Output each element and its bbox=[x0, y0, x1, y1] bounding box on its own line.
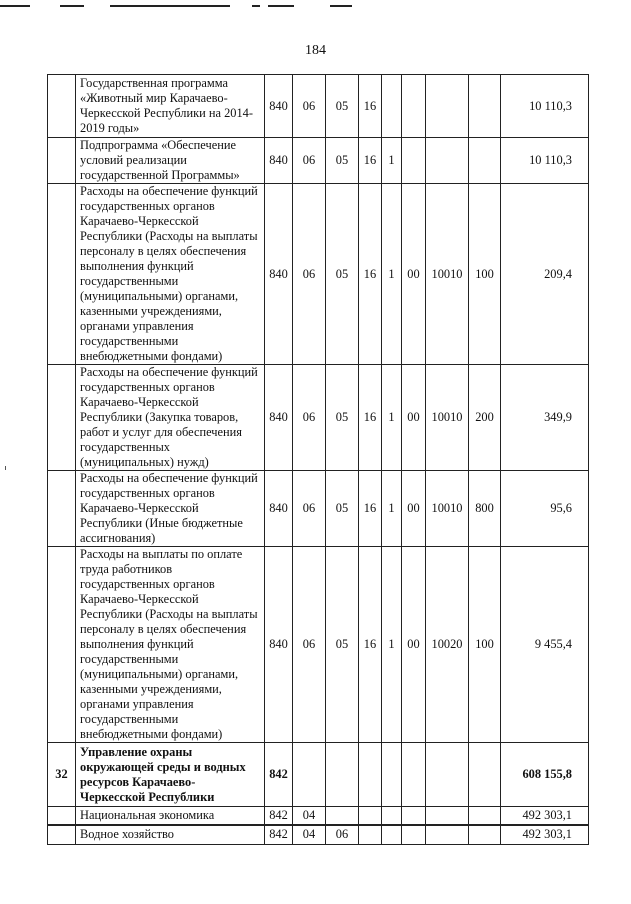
scan-edge-line bbox=[0, 5, 30, 7]
program-code: 16 bbox=[359, 75, 382, 138]
expense-type-code bbox=[469, 807, 501, 825]
expense-type-code bbox=[469, 138, 501, 184]
row-number bbox=[48, 547, 76, 743]
subsection-code bbox=[326, 807, 359, 825]
section-code: 06 bbox=[293, 547, 326, 743]
expense-type-code: 100 bbox=[469, 547, 501, 743]
amount: 349,9 bbox=[501, 365, 589, 471]
section-code: 06 bbox=[293, 471, 326, 547]
direction-code: 10020 bbox=[426, 547, 469, 743]
expense-type-code bbox=[469, 743, 501, 807]
subprogram-code: 1 bbox=[382, 138, 402, 184]
subsection-code: 05 bbox=[326, 184, 359, 365]
section-code bbox=[293, 743, 326, 807]
amount: 9 455,4 bbox=[501, 547, 589, 743]
table-row bbox=[48, 547, 589, 743]
row-name: Управление охраны окружающей среды и водных ресурсов Карачаево-Черкесской Республики bbox=[76, 743, 265, 807]
section-code: 04 bbox=[293, 825, 326, 845]
subsection-code: 05 bbox=[326, 547, 359, 743]
section-code: 06 bbox=[293, 138, 326, 184]
table-row bbox=[48, 365, 589, 471]
main-event-code: 00 bbox=[402, 471, 426, 547]
subsection-code: 05 bbox=[326, 365, 359, 471]
scan-edge-line bbox=[60, 5, 84, 7]
main-event-code: 00 bbox=[402, 365, 426, 471]
row-number bbox=[48, 138, 76, 184]
program-code: 16 bbox=[359, 184, 382, 365]
expense-type-code: 800 bbox=[469, 471, 501, 547]
program-code bbox=[359, 743, 382, 807]
table-row bbox=[48, 743, 589, 807]
section-code: 06 bbox=[293, 75, 326, 138]
grbs-code: 842 bbox=[265, 825, 293, 845]
section-code: 06 bbox=[293, 184, 326, 365]
grbs-code: 840 bbox=[265, 184, 293, 365]
direction-code: 10010 bbox=[426, 184, 469, 365]
program-code bbox=[359, 825, 382, 845]
subprogram-code bbox=[382, 825, 402, 845]
subprogram-code: 1 bbox=[382, 547, 402, 743]
direction-code bbox=[426, 138, 469, 184]
row-number bbox=[48, 75, 76, 138]
subsection-code: 05 bbox=[326, 138, 359, 184]
subprogram-code bbox=[382, 75, 402, 138]
subsection-code bbox=[326, 743, 359, 807]
row-name: Расходы на обеспечение функций государственных органов Карачаево-Черкесской Республики (Закупка товаров, работ и услуг для обеспечения государственных (муниципальных) нужд) bbox=[76, 365, 265, 471]
grbs-code: 840 bbox=[265, 365, 293, 471]
direction-code bbox=[426, 743, 469, 807]
main-event-code bbox=[402, 138, 426, 184]
amount: 95,6 bbox=[501, 471, 589, 547]
scan-edge-line bbox=[330, 5, 352, 7]
subsection-code: 06 bbox=[326, 825, 359, 845]
amount: 209,4 bbox=[501, 184, 589, 365]
scan-mark bbox=[5, 466, 6, 470]
subprogram-code: 1 bbox=[382, 471, 402, 547]
main-event-code: 00 bbox=[402, 184, 426, 365]
table-row bbox=[48, 184, 589, 365]
grbs-code: 842 bbox=[265, 743, 293, 807]
row-number: 32 bbox=[48, 743, 76, 807]
subprogram-code bbox=[382, 807, 402, 825]
table-row bbox=[48, 138, 589, 184]
program-code: 16 bbox=[359, 471, 382, 547]
subsection-code: 05 bbox=[326, 75, 359, 138]
expense-type-code: 100 bbox=[469, 184, 501, 365]
scan-edge-line bbox=[252, 5, 260, 7]
subprogram-code bbox=[382, 743, 402, 807]
direction-code bbox=[426, 807, 469, 825]
row-number bbox=[48, 471, 76, 547]
budget-table bbox=[47, 74, 589, 845]
main-event-code bbox=[402, 75, 426, 138]
program-code: 16 bbox=[359, 547, 382, 743]
main-event-code bbox=[402, 743, 426, 807]
direction-code: 10010 bbox=[426, 471, 469, 547]
subprogram-code: 1 bbox=[382, 184, 402, 365]
grbs-code: 842 bbox=[265, 807, 293, 825]
amount: 10 110,3 bbox=[501, 138, 589, 184]
program-code: 16 bbox=[359, 138, 382, 184]
main-event-code bbox=[402, 825, 426, 845]
subprogram-code: 1 bbox=[382, 365, 402, 471]
direction-code bbox=[426, 825, 469, 845]
row-number bbox=[48, 365, 76, 471]
table-row bbox=[48, 807, 589, 825]
main-event-code: 00 bbox=[402, 547, 426, 743]
table-row bbox=[48, 471, 589, 547]
subsection-code: 05 bbox=[326, 471, 359, 547]
grbs-code: 840 bbox=[265, 138, 293, 184]
amount: 492 303,1 bbox=[501, 807, 589, 825]
main-event-code bbox=[402, 807, 426, 825]
row-number bbox=[48, 825, 76, 845]
grbs-code: 840 bbox=[265, 547, 293, 743]
scan-edge-line bbox=[110, 5, 230, 7]
table-row bbox=[48, 75, 589, 138]
row-name: Национальная экономика bbox=[76, 807, 265, 825]
row-name: Водное хозяйство bbox=[76, 825, 265, 845]
amount: 492 303,1 bbox=[501, 825, 589, 845]
program-code bbox=[359, 807, 382, 825]
table-row bbox=[48, 825, 589, 845]
row-name: Расходы на обеспечение функций государственных органов Карачаево-Черкесской Республики (Иные бюджетные ассигнования) bbox=[76, 471, 265, 547]
expense-type-code: 200 bbox=[469, 365, 501, 471]
page-number: 184 bbox=[305, 43, 326, 58]
row-number bbox=[48, 184, 76, 365]
scan-edge-line bbox=[268, 5, 294, 7]
section-code: 06 bbox=[293, 365, 326, 471]
row-name: Расходы на выплаты по оплате труда работников государственных органов Карачаево-Черкесской Республики (Расходы на выплаты персоналу в целях обеспечения выполнения функций государственными (муниципальными) органами, казенными учреждениями, органами управления государственными внебюджетными фондами) bbox=[76, 547, 265, 743]
expense-type-code bbox=[469, 825, 501, 845]
direction-code bbox=[426, 75, 469, 138]
section-code: 04 bbox=[293, 807, 326, 825]
row-number bbox=[48, 807, 76, 825]
row-name: Расходы на обеспечение функций государственных органов Карачаево-Черкесской Республики (Расходы на выплаты персоналу в целях обеспечения выполнения функций государственными (муниципальными) органами, казенными учреждениями, органами управления государственными внебюджетными фондами) bbox=[76, 184, 265, 365]
direction-code: 10010 bbox=[426, 365, 469, 471]
program-code: 16 bbox=[359, 365, 382, 471]
grbs-code: 840 bbox=[265, 471, 293, 547]
expense-type-code bbox=[469, 75, 501, 138]
amount: 608 155,8 bbox=[501, 743, 589, 807]
amount: 10 110,3 bbox=[501, 75, 589, 138]
row-name: Государственная программа «Животный мир Карачаево-Черкесской Республики на 2014-2019 годы» bbox=[76, 75, 265, 138]
grbs-code: 840 bbox=[265, 75, 293, 138]
row-name: Подпрограмма «Обеспечение условий реализации государственной Программы» bbox=[76, 138, 265, 184]
